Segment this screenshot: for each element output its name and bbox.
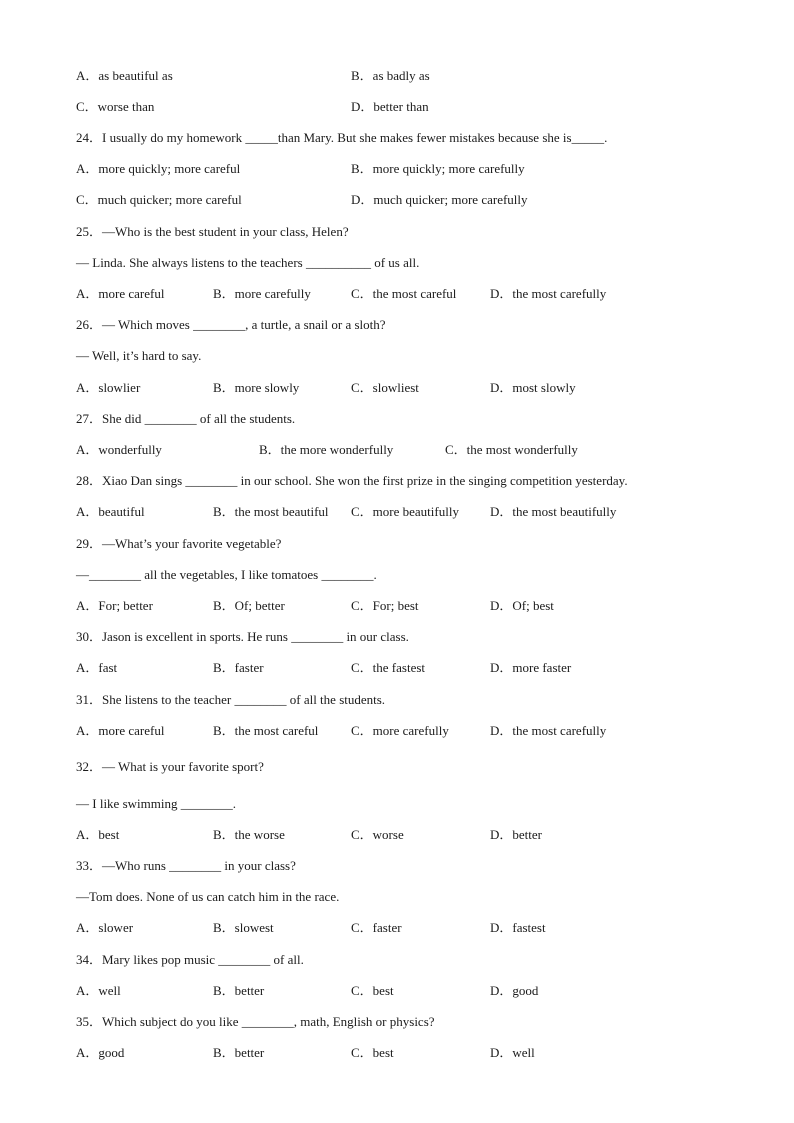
option-c: C．worse — [351, 827, 404, 842]
question-stem: 27．She did ________ of all the students. — [76, 411, 296, 426]
question-row — [0, 535, 794, 553]
dialogue-row — [0, 566, 794, 584]
option-b: B．the worse — [213, 827, 285, 842]
question-row — [0, 857, 794, 875]
option-row — [0, 919, 794, 937]
option-row — [0, 160, 794, 178]
dialogue-line: — Well, it’s hard to say. — [76, 348, 202, 363]
question-row — [0, 316, 794, 334]
option-d: D．the most carefully — [490, 286, 607, 301]
dialogue-line: — Linda. She always listens to the teachers __________ of us all. — [76, 255, 420, 270]
option-row — [0, 441, 794, 459]
option-d: D．more faster — [490, 660, 572, 675]
option-row — [0, 659, 794, 677]
option-b: B．better — [213, 1045, 265, 1060]
dialogue-row — [0, 254, 794, 272]
dialogue-row — [0, 347, 794, 365]
option-a: A．more careful — [76, 723, 165, 738]
option-a: A．slowlier — [76, 380, 141, 395]
option-row — [0, 826, 794, 844]
option-c: C．the fastest — [351, 660, 426, 675]
option-d: D．most slowly — [490, 380, 576, 395]
question-row — [0, 951, 794, 969]
option-d: D．good — [490, 983, 539, 998]
question-stem: 34．Mary likes pop music ________ of all. — [76, 952, 304, 967]
option-c: C．faster — [351, 920, 402, 935]
dialogue-line: —Tom does. None of us can catch him in the race. — [76, 889, 340, 904]
question-stem: 33．—Who runs ________ in your class? — [76, 858, 296, 873]
option-b: B．as badly as — [351, 68, 430, 83]
option-row — [0, 67, 794, 85]
question-row — [0, 129, 794, 147]
option-row — [0, 285, 794, 303]
question-row — [0, 1013, 794, 1031]
question-row — [0, 758, 794, 776]
option-d: D．better than — [351, 99, 429, 114]
dialogue-line: — I like swimming ________. — [76, 796, 236, 811]
option-c: C．more carefully — [351, 723, 449, 738]
option-row — [0, 98, 794, 116]
option-a: A．For; better — [76, 598, 153, 613]
question-row — [0, 691, 794, 709]
option-b: B．more carefully — [213, 286, 311, 301]
option-row — [0, 722, 794, 740]
option-a: A．wonderfully — [76, 442, 162, 457]
option-row — [0, 982, 794, 1000]
option-b: B．the most careful — [213, 723, 319, 738]
option-c: C．For; best — [351, 598, 419, 613]
option-c: C．slowliest — [351, 380, 419, 395]
question-stem: 35．Which subject do you like ________, math, English or physics? — [76, 1014, 435, 1029]
dialogue-row — [0, 795, 794, 813]
question-row — [0, 472, 794, 490]
question-row — [0, 628, 794, 646]
option-a: A．good — [76, 1045, 125, 1060]
question-stem: 26．— Which moves ________, a turtle, a snail or a sloth? — [76, 317, 386, 332]
option-c: C．the most careful — [351, 286, 457, 301]
option-b: B．more quickly; more carefully — [351, 161, 525, 176]
option-row — [0, 379, 794, 397]
option-b: B．slowest — [213, 920, 274, 935]
option-row — [0, 191, 794, 209]
option-c: C．the most wonderfully — [445, 442, 578, 457]
option-d: D．much quicker; more carefully — [351, 192, 528, 207]
option-b: B．better — [213, 983, 265, 998]
option-b: B．Of; better — [213, 598, 285, 613]
option-a: A．more careful — [76, 286, 165, 301]
question-stem: 25．—Who is the best student in your class, Helen? — [76, 224, 349, 239]
option-b: B．more slowly — [213, 380, 300, 395]
question-stem: 28．Xiao Dan sings ________ in our school. She won the first prize in the singing competition yesterday. — [76, 473, 628, 488]
question-stem: 24．I usually do my homework _____than Mary. But she makes fewer mistakes because she is_____. — [76, 130, 608, 145]
option-b: B．the most beautiful — [213, 504, 329, 519]
option-a: A．as beautiful as — [76, 68, 173, 83]
option-a: A．beautiful — [76, 504, 145, 519]
option-d: D．better — [490, 827, 542, 842]
option-b: B．faster — [213, 660, 264, 675]
option-c: C．best — [351, 983, 394, 998]
question-stem: 29．—What’s your favorite vegetable? — [76, 536, 282, 551]
option-d: D．Of; best — [490, 598, 554, 613]
option-row — [0, 597, 794, 615]
option-c: C．much quicker; more careful — [76, 192, 242, 207]
option-row — [0, 1044, 794, 1062]
option-row — [0, 503, 794, 521]
option-c: C．best — [351, 1045, 394, 1060]
option-d: D．well — [490, 1045, 535, 1060]
option-a: A．more quickly; more careful — [76, 161, 241, 176]
question-row — [0, 223, 794, 241]
option-d: D．the most carefully — [490, 723, 607, 738]
question-stem: 30．Jason is excellent in sports. He runs ________ in our class. — [76, 629, 409, 644]
option-d: D．the most beautifully — [490, 504, 617, 519]
question-row — [0, 410, 794, 428]
option-a: A．well — [76, 983, 121, 998]
option-a: A．fast — [76, 660, 118, 675]
option-d: D．fastest — [490, 920, 546, 935]
question-stem: 32．— What is your favorite sport? — [76, 759, 264, 774]
option-b: B．the more wonderfully — [259, 442, 394, 457]
option-a: A．slower — [76, 920, 134, 935]
dialogue-line: —________ all the vegetables, I like tomatoes ________. — [76, 567, 377, 582]
option-c: C．more beautifully — [351, 504, 459, 519]
question-stem: 31．She listens to the teacher ________ of all the students. — [76, 692, 386, 707]
dialogue-row — [0, 888, 794, 906]
option-c: C．worse than — [76, 99, 155, 114]
option-a: A．best — [76, 827, 120, 842]
